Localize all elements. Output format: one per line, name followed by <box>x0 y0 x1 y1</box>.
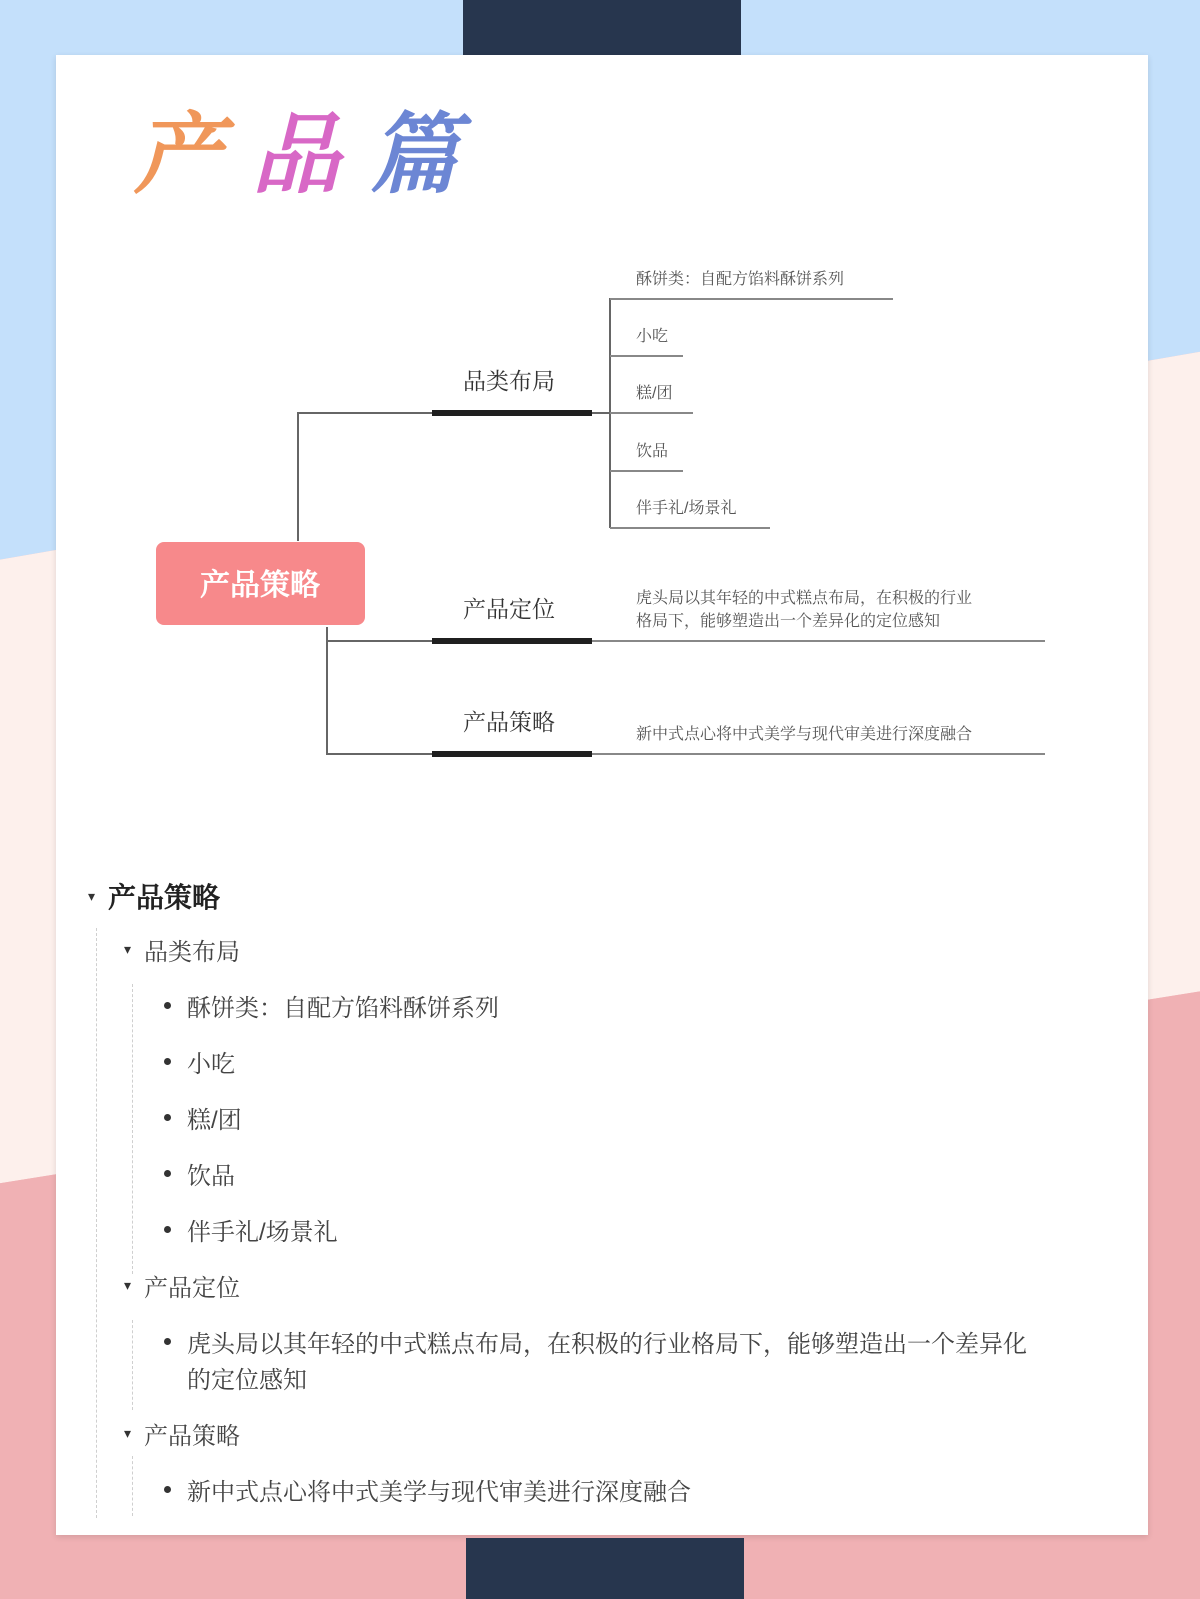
leaf-label: 伴手礼/场景礼 <box>636 500 737 517</box>
bullet-dot-icon <box>164 1170 171 1177</box>
title-char-2: 品 <box>252 102 371 206</box>
outline-item[interactable] <box>164 1044 235 1079</box>
outline-branch[interactable] <box>124 1268 240 1303</box>
outline-item-label: 小吃 <box>187 1051 235 1078</box>
bullet-dot-icon <box>164 1226 171 1233</box>
tape-bottom <box>466 1538 744 1599</box>
outline-item-label: 饮品 <box>187 1163 235 1190</box>
outline-item[interactable] <box>164 1212 338 1247</box>
outline-item-label: 糕/团 <box>187 1107 242 1134</box>
outline-guide-line <box>96 928 97 1518</box>
collapse-triangle-icon[interactable]: ▾ <box>88 887 96 904</box>
collapse-triangle-icon[interactable]: ▾ <box>124 1277 132 1293</box>
outline-item[interactable] <box>164 1472 691 1507</box>
outline-root[interactable] <box>88 876 220 916</box>
collapse-triangle-icon[interactable]: ▾ <box>124 1425 132 1441</box>
collapse-triangle-icon[interactable]: ▾ <box>124 941 132 957</box>
outline-guide-line <box>132 984 133 1274</box>
outline-item-label: 新中式点心将中式美学与现代审美进行深度融合 <box>187 1479 691 1506</box>
outline-item-label: 酥饼类：自配方馅料酥饼系列 <box>187 995 499 1022</box>
outline-guide-line <box>132 1456 133 1516</box>
bullet-dot-icon <box>164 1338 171 1345</box>
outline-item[interactable] <box>164 988 499 1023</box>
leaf-label: 虎头局以其年轻的中式糕点布局，在积极的行业 <box>636 590 973 607</box>
outline-item-label: 的定位感知 <box>187 1367 307 1394</box>
outline-item-label: 虎头局以其年轻的中式糕点布局，在积极的行业格局下，能够塑造出一个差异化 <box>187 1331 1027 1358</box>
outline-item[interactable] <box>164 1324 1027 1359</box>
bullet-dot-icon <box>164 1002 171 1009</box>
leaf-label: 酥饼类：自配方馅料酥饼系列 <box>636 271 845 288</box>
branch-label-positioning: 产品定位 <box>463 596 555 622</box>
outline-branch[interactable] <box>124 1416 240 1451</box>
leaf-label: 糕/团 <box>636 385 673 402</box>
leaf-label: 格局下，能够塑造出一个差异化的定位感知 <box>636 613 941 630</box>
outline-item-label: 伴手礼/场景礼 <box>187 1219 338 1246</box>
outline-item-continuation <box>187 1360 307 1395</box>
bullet-dot-icon <box>164 1114 171 1121</box>
leaf-label: 饮品 <box>636 443 669 460</box>
outline-guide-line <box>132 1320 133 1410</box>
outline-item[interactable] <box>164 1156 235 1191</box>
root-node-label: 产品策略 <box>200 569 320 602</box>
outline-branch-label: 产品策略 <box>144 1423 240 1450</box>
outline-item[interactable] <box>164 1100 242 1135</box>
bullet-dot-icon <box>164 1058 171 1065</box>
outline-branch-label: 品类布局 <box>144 939 240 966</box>
branch-label-category: 品类布局 <box>463 368 555 394</box>
outline-root-label: 产品策略 <box>108 882 221 913</box>
title-char-3: 篇 <box>370 102 489 206</box>
title-char-1: 产 <box>134 102 253 206</box>
bullet-dot-icon <box>164 1486 171 1493</box>
outline-branch[interactable] <box>124 932 240 967</box>
leaf-label: 新中式点心将中式美学与现代审美进行深度融合 <box>636 726 973 743</box>
leaf-label: 小吃 <box>636 328 669 345</box>
branch-label-strategy: 产品策略 <box>463 709 555 735</box>
outline-branch-label: 产品定位 <box>144 1275 240 1302</box>
